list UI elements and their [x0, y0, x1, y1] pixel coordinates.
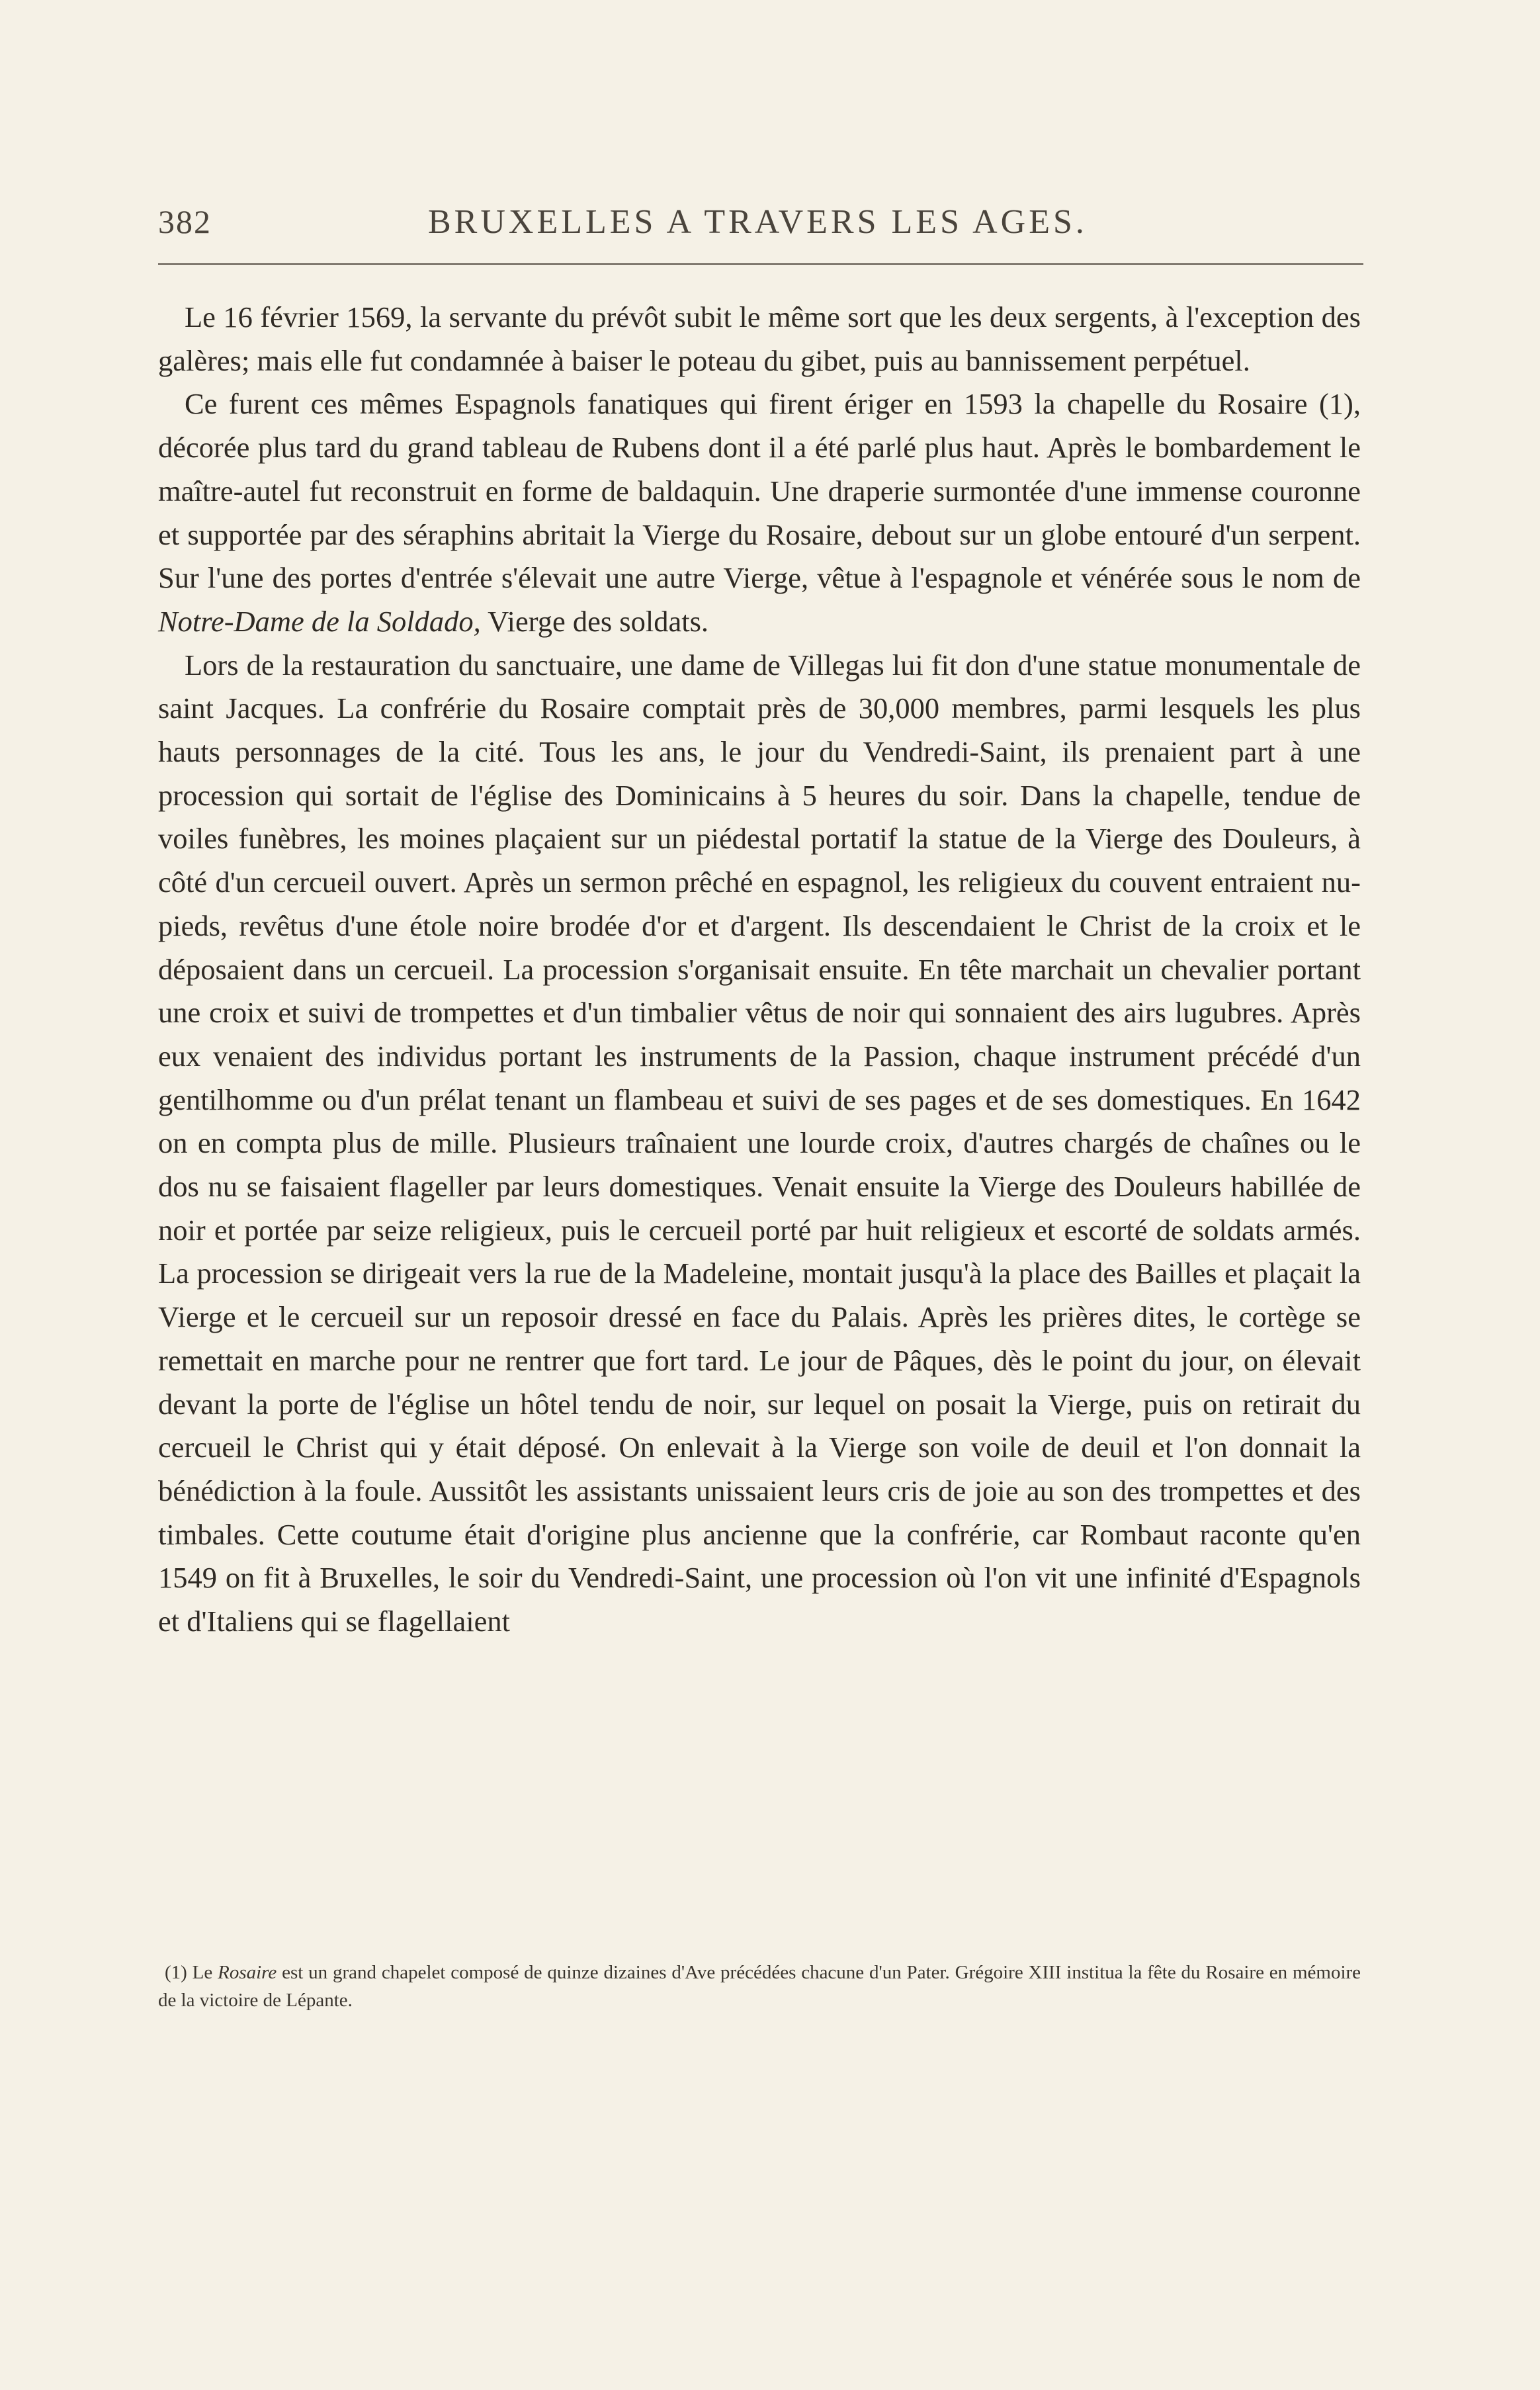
paragraph-2-end: Vierge des soldats.: [488, 604, 709, 638]
footnote-text: est un grand chapelet composé de quinze dizaines d'Ave précédées chacune d'un Pater. Grégoire XIII institua la fête du Rosaire en mémoire de la victoire de Lépante.: [158, 1962, 1361, 2011]
paragraph-2-text: Ce furent ces mêmes Espagnols fanatiques qui firent ériger en 1593 la chapelle du Rosaire (1), décorée plus tard du grand tableau de Rubens dont il a été parlé plus haut. Après le bombardement le maître-autel fut reconstruit en forme de baldaquin. Une draperie surmontée d'une immense couronne et supportée par des séraphins abritait la Vierge du Rosaire, debout sur un globe entouré d'un serpent. Sur l'une des portes d'entrée s'élevait une autre Vierge, vêtue à l'espagnole et vénérée sous le nom de: [158, 387, 1361, 595]
header-rule: [158, 263, 1363, 265]
footnote: [158, 1959, 1361, 2014]
page-number: 382: [158, 203, 212, 240]
footnote-prefix: Le: [192, 1962, 213, 1983]
paragraph-2: [158, 382, 1361, 643]
footnote-italic: Rosaire: [218, 1962, 277, 1983]
page-header: [158, 197, 1362, 250]
paragraph-1: Le 16 février 1569, la servante du prévôt subit le même sort que les deux sergents, à l'exception des galères; mais elle fut condamnée à baiser le poteau du gibet, puis au bannissement perpétuel.: [158, 300, 1361, 377]
running-title: BRUXELLES A TRAVERS LES AGES.: [428, 203, 1088, 241]
paragraph-3: Lors de la restauration du sanctuaire, une dame de Villegas lui fit don d'une statue monumentale de saint Jacques. La confrérie du Rosaire comptait près de 30,000 membres, parmi lesquels les plus hauts personnages de la cité. Tous les ans, le jour du Vendredi-Saint, ils prenaient part à une procession qui sortait de l'église des Dominicains à 5 heures du soir. Dans la chapelle, tendue de voiles funèbres, les moines plaçaient sur un piédestal portatif la statue de la Vierge des Douleurs, à côté d'un cercueil ouvert. Après un sermon prêché en espagnol, les religieux du couvent entraient nu-pieds, revêtus d'une étole noire brodée d'or et d'argent. Ils descendaient le Christ de la croix et le déposaient dans un cercueil. La procession s'organisait ensuite. En tête marchait un chevalier portant une croix et suivi de trompettes et d'un timbalier vêtus de noir qui sonnaient des airs lugubres. Après eux venaient des individus portant les instruments de la Passion, chaque instrument précédé d'un gentilhomme ou d'un prélat tenant un flambeau et suivi de ses pages et de ses domestiques. En 1642 on en compta plus de mille. Plusieurs traînaient une lourde croix, d'autres chargés de chaînes ou le dos nu se faisaient flageller par leurs domestiques. Venait ensuite la Vierge des Douleurs habillée de noir et portée par seize religieux, puis le cercueil porté par huit religieux et escorté de soldats armés. La procession se dirigeait vers la rue de la Madeleine, montait jusqu'à la place des Bailles et plaçait la Vierge et le cercueil sur un reposoir dressé en face du Palais. Après les prières dites, le cortège se remettait en marche pour ne rentrer que fort tard. Le jour de Pâques, dès le point du jour, on élevait devant la porte de l'église un hôtel tendu de noir, sur lequel on posait la Vierge, puis on retirait du cercueil le Christ qui y était déposé. On enlevait à la Vierge son voile de deuil et l'on donnait la bénédiction à la foule. Aussitôt les assistants unissaient leurs cris de joie au son des trompettes et des timbales. Cette coutume était d'origine plus ancienne que la confrérie, car Rombaut raconte qu'en 1549 on fit à Bruxelles, le soir du Vendredi-Saint, une procession où l'on vit une infinité d'Espagnols et d'Italiens qui se flagellaient: [158, 648, 1361, 1638]
footnote-1: [158, 1959, 1361, 2014]
main-text: [158, 296, 1361, 1644]
paragraph-2-italic: Notre-Dame de la Soldado,: [158, 604, 481, 638]
footnote-marker: (1): [165, 1962, 187, 1983]
